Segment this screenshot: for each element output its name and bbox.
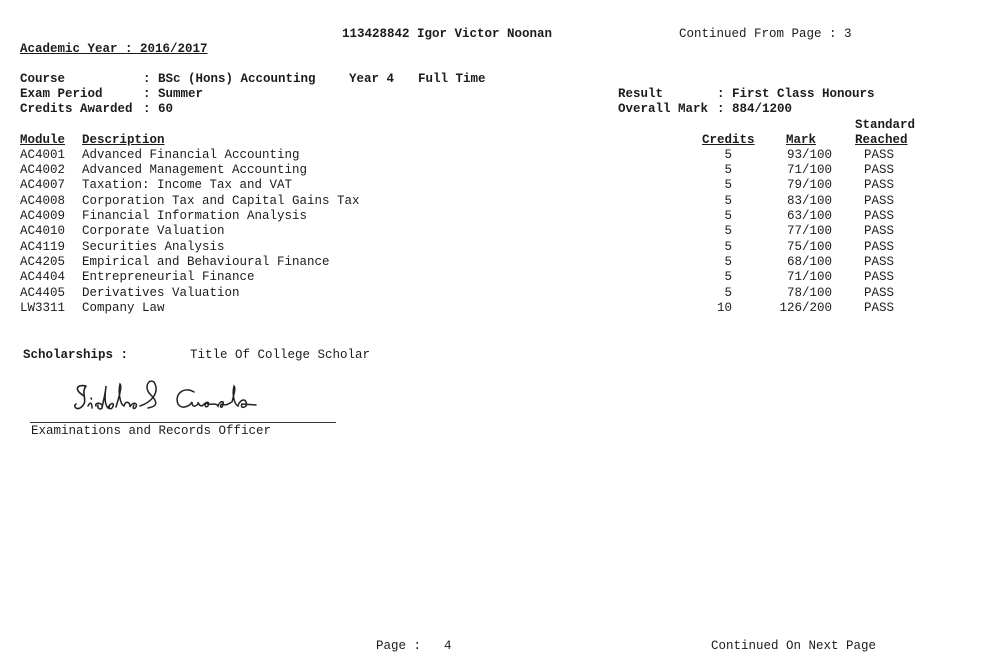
module-code: AC4002	[20, 163, 66, 177]
module-mark: 126/200	[779, 301, 832, 315]
result-label: Result	[618, 87, 664, 101]
credits-awarded-label: Credits Awarded	[20, 102, 133, 116]
handwritten-signature	[70, 372, 290, 420]
module-description: Securities Analysis	[82, 240, 225, 254]
table-row	[0, 178, 1000, 193]
module-description: Derivatives Valuation	[82, 286, 240, 300]
module-description: Empirical and Behavioural Finance	[82, 255, 330, 269]
module-mark: 75/100	[786, 240, 832, 254]
exam-period-label: Exam Period	[20, 87, 103, 101]
module-credits: 5	[724, 286, 732, 300]
academic-year: Academic Year : 2016/2017	[20, 42, 208, 56]
table-row	[0, 270, 1000, 285]
module-code: AC4119	[20, 240, 66, 254]
table-row	[0, 194, 1000, 209]
module-credits: 5	[724, 270, 732, 284]
module-standard: PASS	[864, 270, 895, 284]
student-name: 113428842 Igor Victor Noonan	[342, 27, 553, 41]
module-code: LW3311	[20, 301, 66, 315]
module-mark: 68/100	[786, 255, 832, 269]
module-standard: PASS	[864, 209, 895, 223]
module-description: Taxation: Income Tax and VAT	[82, 178, 293, 192]
credits-header: Credits	[702, 133, 755, 147]
module-code: AC4009	[20, 209, 66, 223]
study-mode: Full Time	[418, 72, 486, 86]
module-credits: 5	[724, 178, 732, 192]
credits-awarded-value: : 60	[143, 102, 174, 116]
signature-line	[30, 422, 336, 423]
module-description: Entrepreneurial Finance	[82, 270, 255, 284]
module-description: Advanced Financial Accounting	[82, 148, 300, 162]
module-credits: 5	[724, 194, 732, 208]
module-mark: 77/100	[786, 224, 832, 238]
module-standard: PASS	[864, 148, 895, 162]
module-standard: PASS	[864, 301, 895, 315]
page-number: 4	[444, 639, 452, 653]
module-credits: 5	[724, 148, 732, 162]
module-code: AC4007	[20, 178, 66, 192]
module-credits: 5	[724, 209, 732, 223]
module-standard: PASS	[864, 163, 895, 177]
signatory-role: Examinations and Records Officer	[31, 424, 272, 438]
result-value: : First Class Honours	[717, 87, 875, 101]
table-row	[0, 163, 1000, 178]
module-description: Company Law	[82, 301, 165, 315]
overall-mark-label: Overall Mark	[618, 102, 709, 116]
module-mark: 83/100	[786, 194, 832, 208]
page-label: Page :	[376, 639, 422, 653]
continued-from: Continued From Page : 3	[679, 27, 852, 41]
year-level: Year 4	[349, 72, 395, 86]
table-row	[0, 209, 1000, 224]
module-credits: 10	[716, 301, 732, 315]
module-standard: PASS	[864, 194, 895, 208]
table-row	[0, 255, 1000, 270]
module-code: AC4001	[20, 148, 66, 162]
module-mark: 93/100	[786, 148, 832, 162]
module-header: Module	[20, 133, 66, 147]
continued-on-next-page: Continued On Next Page	[711, 639, 877, 653]
standard-header-bottom: Reached	[855, 133, 908, 147]
module-code: AC4008	[20, 194, 66, 208]
module-standard: PASS	[864, 240, 895, 254]
module-mark: 79/100	[786, 178, 832, 192]
module-mark: 63/100	[786, 209, 832, 223]
scholarships-value: Title Of College Scholar	[190, 348, 371, 362]
mark-header: Mark	[786, 133, 817, 147]
description-header: Description	[82, 133, 165, 147]
table-row	[0, 224, 1000, 239]
exam-period-value: : Summer	[143, 87, 204, 101]
course-value: : BSc (Hons) Accounting	[143, 72, 316, 86]
course-label: Course	[20, 72, 66, 86]
table-row	[0, 301, 1000, 316]
module-description: Advanced Management Accounting	[82, 163, 308, 177]
module-credits: 5	[724, 240, 732, 254]
module-credits: 5	[724, 163, 732, 177]
module-standard: PASS	[864, 255, 895, 269]
module-mark: 71/100	[786, 163, 832, 177]
module-mark: 78/100	[786, 286, 832, 300]
module-standard: PASS	[864, 178, 895, 192]
module-description: Financial Information Analysis	[82, 209, 308, 223]
overall-mark-value: : 884/1200	[717, 102, 793, 116]
module-code: AC4010	[20, 224, 66, 238]
module-standard: PASS	[864, 224, 895, 238]
scholarships-label: Scholarships :	[23, 348, 129, 362]
table-row	[0, 240, 1000, 255]
module-code: AC4404	[20, 270, 66, 284]
module-code: AC4405	[20, 286, 66, 300]
module-credits: 5	[724, 255, 732, 269]
table-row	[0, 148, 1000, 163]
module-standard: PASS	[864, 286, 895, 300]
module-code: AC4205	[20, 255, 66, 269]
table-row	[0, 286, 1000, 301]
standard-header-top: Standard	[855, 118, 916, 132]
module-description: Corporate Valuation	[82, 224, 225, 238]
module-description: Corporation Tax and Capital Gains Tax	[82, 194, 360, 208]
module-mark: 71/100	[786, 270, 832, 284]
module-credits: 5	[724, 224, 732, 238]
